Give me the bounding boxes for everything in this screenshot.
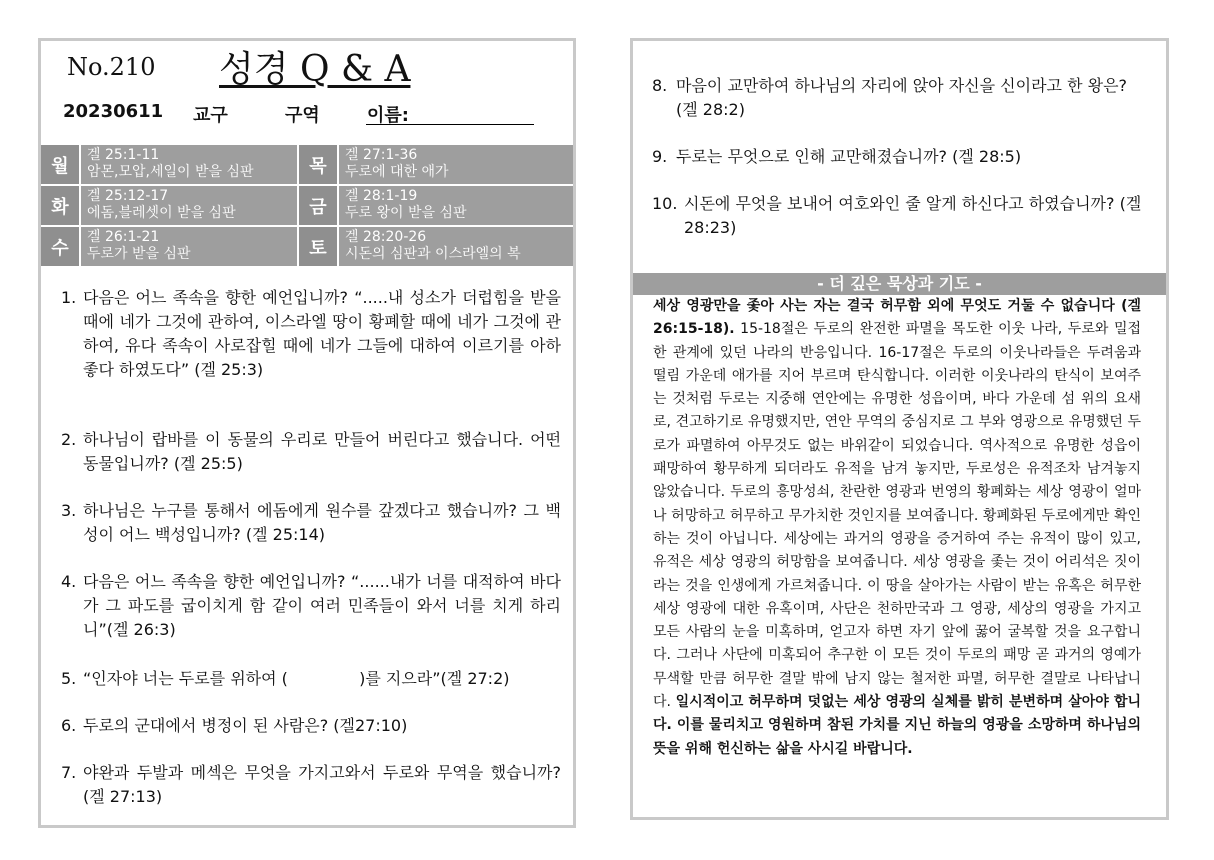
devotion-heading: - 더 깊은 묵상과 기도 - xyxy=(633,273,1166,295)
question-item xyxy=(61,428,561,476)
schedule-day: 수 xyxy=(41,227,81,266)
schedule-ref: 겔 25:12-17 xyxy=(87,188,169,204)
schedule-ref: 겔 26:1-21 xyxy=(87,229,160,245)
left-panel xyxy=(38,38,576,828)
date: 20230611 xyxy=(63,101,164,122)
schedule-entry xyxy=(339,145,573,184)
question-item xyxy=(61,570,561,642)
reading-schedule xyxy=(41,143,573,266)
question-item xyxy=(61,761,561,809)
schedule-day: 월 xyxy=(41,145,81,184)
schedule-desc: 두로 왕이 받을 심판 xyxy=(345,205,467,221)
devotion-lead: 세상 영광만을 좇아 사는 자는 결국 허무함 외에 무엇도 거둘 수 없습니다 (겔 26:15-18). xyxy=(653,298,1141,338)
devotion-closing: 일시적이고 허무하며 덧없는 세상 영광의 실체를 밝히 분변하며 살아야 합니다. 이를 물리치고 영원하며 참된 가치를 지닌 하늘의 영광을 소망하며 하나님의 뜻을 위해 헌신하는 삶을 사시길 바랍니다. xyxy=(653,694,1141,757)
question-text: 야완과 두발과 메섹은 무엇을 가지고와서 두로와 무역을 했습니까? (겔 27:13) xyxy=(83,763,561,806)
question-item xyxy=(61,499,561,547)
schedule-desc: 에돔,블레셋이 받을 심판 xyxy=(87,205,236,221)
question-number: 1. xyxy=(61,288,77,307)
question-number: 7. xyxy=(61,763,77,782)
schedule-day: 토 xyxy=(299,227,339,266)
question-number: 6. xyxy=(61,716,77,735)
parish-label: 교구 xyxy=(193,105,228,126)
schedule-row xyxy=(41,184,573,225)
issue-number: No.210 xyxy=(67,53,156,81)
name-label: 이름: xyxy=(367,105,409,126)
schedule-desc: 두로에 대한 애가 xyxy=(345,164,449,180)
schedule-desc: 시돈의 심판과 이스라엘의 복 xyxy=(345,246,521,262)
question-number: 9. xyxy=(652,147,668,166)
question-text: 하나님은 누구를 통해서 에돔에게 원수를 갚겠다고 했습니까? 그 백성이 어느 백성입니까? (겔 25:14) xyxy=(83,501,561,544)
question-item xyxy=(61,714,561,738)
schedule-ref: 겔 28:20-26 xyxy=(345,229,427,245)
question-number: 8. xyxy=(652,76,668,95)
schedule-entry xyxy=(81,186,299,225)
question-text: 시돈에 무엇을 보내어 여호와인 줄 알게 하신다고 하였습니까? (겔 28:23) xyxy=(684,194,1142,237)
schedule-ref: 겔 28:1-19 xyxy=(345,188,418,204)
district-label: 구역 xyxy=(285,105,320,126)
schedule-entry xyxy=(339,227,573,266)
question-text: 다음은 어느 족속을 향한 예언입니까? “......내가 너를 대적하여 바다가 그 파도를 굽이치게 함 같이 여러 민족들이 와서 너를 치게 하리니”(겔 26:3) xyxy=(83,572,561,639)
question-item xyxy=(652,145,1152,169)
devotion-body: 15-18절은 두로의 완전한 파멸을 목도한 이웃 나라, 두로와 밀접한 관계에 있던 나라의 반응입니다. 16-17절은 두로의 이웃나라들은 두려움과 떨림 가운데 애가를 지어 부르며 탄식합니다. 이러한 이웃나라의 탄식이 보여주는 것처럼 두로는 지중해 연안에는 유명한 성읍이며, 바다 가운데 섬 위의 요새로, 견고하기로 유명했지만, 연안 무역의 중심지로 그 부와 영광으로 유명했던 두로가 파멸하여 아무것도 없는 바위같이 되었습니다. 역사적으로 유명한 성읍이 패망하여 황무하게 되더라도 유적을 남겨 놓지만, 두로성은 유적조차 남겨놓지 않았습니다. 두로의 흥망성쇠, 찬란한 영광과 번영의 황폐화는 세상 영광이 얼마나 허망하고 허무하고 무가치한 것인지를 보여줍니다. 황폐화된 두로에게만 확인하는 것이 아닙니다. 세상에는 과거의 영광을 증거하여 주는 유적이 많이 있고, 유적은 세상 영광의 허망함을 보여줍니다. 세상 영광을 좇는 것이 어리석은 짓이라는 것을 인생에게 가르쳐줍니다. 이 땅을 살아가는 사람이 받는 유혹은 허무한 세상 영광에 대한 유혹이며, 사단은 천하만국과 그 영광, 세상의 영광을 가지고 모든 사람의 눈을 미혹하며, 얻고자 하면 자기 앞에 꿇어 굴복할 것을 요구합니다. 그러나 사단에 미혹되어 추구한 이 모든 것이 두로의 패망 곧 과거의 영예가 무색할 만큼 허무한 결말 밖에 남지 않는 철저한 파멸, 허무한 결말로 나타납니다. xyxy=(653,321,1141,711)
question-text: 하나님이 랍바를 이 동물의 우리로 만들어 버린다고 했습니다. 어떤 동물입니까? (겔 25:5) xyxy=(83,430,561,473)
schedule-day: 화 xyxy=(41,186,81,225)
name-blank-line xyxy=(366,124,534,125)
question-number: 3. xyxy=(61,501,77,520)
schedule-day: 금 xyxy=(299,186,339,225)
question-text: 마음이 교만하여 하나님의 자리에 앉아 자신을 신이라고 한 왕은? (겔 28:2) xyxy=(676,76,1128,119)
question-text: 다음은 어느 족속을 향한 예언입니까? “.....내 성소가 더럽힘을 받을 때에 네가 그것에 관하여, 이스라엘 땅이 황폐할 때에 네가 그것에 관하여, 유다 족속이 사로잡힐 때에 네가 그들에 대하여 이르기를 아하 좋다 하였도다” (겔 25:3) xyxy=(83,288,561,379)
page-title: 성경 Q & A xyxy=(219,49,411,90)
question-text: “인자야 너는 두로를 위하여 ( )를 지으라”(겔 27:2) xyxy=(83,669,510,688)
question-number: 10. xyxy=(652,194,678,213)
schedule-ref: 겔 25:1-11 xyxy=(87,147,160,163)
question-item xyxy=(61,667,561,691)
schedule-ref: 겔 27:1-36 xyxy=(345,147,418,163)
schedule-row xyxy=(41,143,573,184)
question-number: 2. xyxy=(61,430,77,449)
question-item xyxy=(652,74,1152,122)
schedule-entry xyxy=(81,227,299,266)
question-number: 4. xyxy=(61,572,77,591)
schedule-desc: 암몬,모압,세일이 받을 심판 xyxy=(87,164,254,180)
devotion-text xyxy=(653,295,1141,761)
question-item xyxy=(61,286,561,382)
question-text: 두로의 군대에서 병정이 된 사람은? (겔27:10) xyxy=(83,716,408,735)
schedule-entry xyxy=(339,186,573,225)
schedule-desc: 두로가 받을 심판 xyxy=(87,246,191,262)
schedule-day: 목 xyxy=(299,145,339,184)
right-panel xyxy=(630,38,1169,820)
question-text: 두로는 무엇으로 인해 교만해졌습니까? (겔 28:5) xyxy=(676,147,1022,166)
schedule-entry xyxy=(81,145,299,184)
question-item xyxy=(652,192,1152,240)
question-number: 5. xyxy=(61,669,77,688)
schedule-row xyxy=(41,225,573,266)
